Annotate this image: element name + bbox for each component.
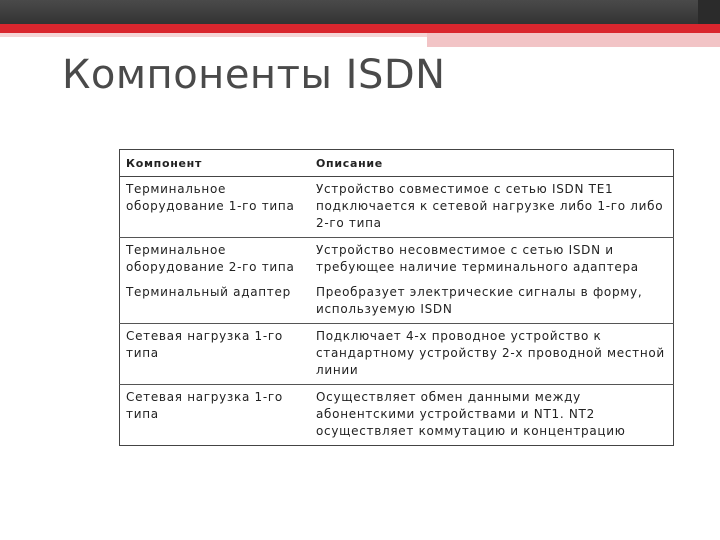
- table-row: [120, 177, 674, 238]
- table-row: [120, 281, 674, 324]
- header-bar-corner: [698, 0, 720, 24]
- component-cell: Сетевая нагрузка 1-го типа: [120, 324, 311, 385]
- table-row: [120, 324, 674, 385]
- components-table: [119, 149, 674, 446]
- description-cell: Преобразует электрические сигналы в форму, используемую ISDN: [316, 285, 643, 316]
- component-cell: Терминальное оборудование 1-го типа: [120, 177, 311, 238]
- header-bar: [0, 0, 720, 24]
- description-cell: Устройство совместимое с сетью ISDN TE1 подключается к сетевой нагрузке либо 1-го либо 2-го типа: [310, 177, 674, 238]
- components-table-container: [119, 149, 674, 446]
- component-cell: Терминальный адаптер: [126, 285, 291, 299]
- description-cell: Подключает 4-х проводное устройство к стандартному устройству 2-х проводной местной линии: [310, 324, 674, 385]
- accent-stripe-red: [0, 24, 720, 33]
- description-cell: Устройство несовместимое с сетью ISDN и требующее наличие терминального адаптера: [310, 238, 674, 282]
- component-cell: Терминальное оборудование 2-го типа: [120, 238, 311, 282]
- accent-stripe-pink-thin: [0, 33, 427, 37]
- table-row: [120, 385, 674, 446]
- accent-stripe-pink: [427, 33, 720, 47]
- description-cell: Осуществляет обмен данными между абонентскими устройствами и NT1. NT2 осуществляет коммутацию и концентрацию: [310, 385, 674, 446]
- slide-title: Компоненты ISDN: [62, 52, 446, 98]
- table-header-row: [120, 150, 674, 177]
- component-cell: Сетевая нагрузка 1-го типа: [120, 385, 311, 446]
- column-header-component: Компонент: [120, 150, 311, 177]
- table-row: [120, 238, 674, 282]
- column-header-description: Описание: [310, 150, 674, 177]
